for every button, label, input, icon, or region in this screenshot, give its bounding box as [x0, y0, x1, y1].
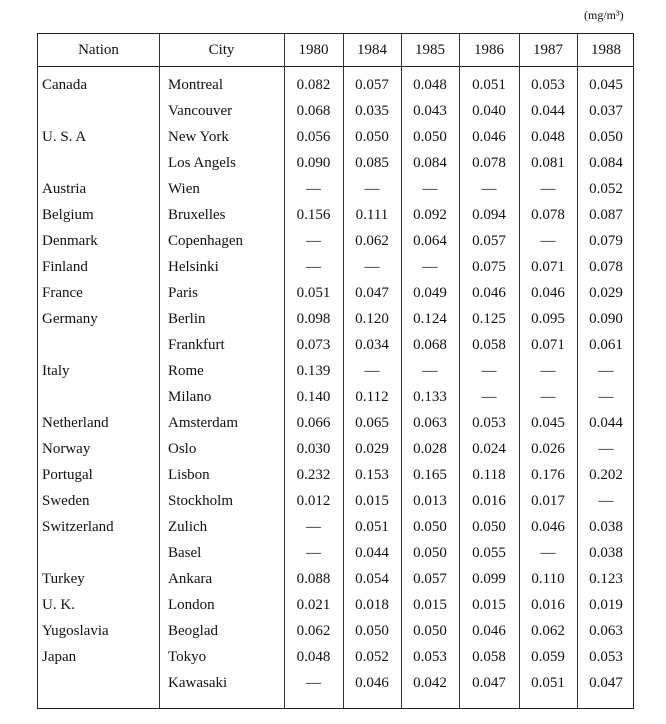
- value-cell: —: [422, 363, 438, 379]
- value-cell: 0.037: [589, 103, 623, 119]
- table-row: [38, 202, 635, 228]
- value-cell: 0.063: [413, 415, 447, 431]
- value-cell: 0.048: [531, 129, 565, 145]
- value-cell: 0.082: [296, 77, 331, 93]
- value-cell: 0.165: [413, 467, 447, 483]
- value-cell: 0.018: [355, 597, 389, 613]
- value-cell: 0.051: [472, 77, 506, 93]
- nation-cell: U. K.: [42, 597, 75, 613]
- value-cell: 0.087: [589, 207, 623, 223]
- value-cell: 0.202: [589, 467, 623, 483]
- value-cell: 0.051: [296, 285, 331, 301]
- value-cell: 0.055: [472, 545, 506, 561]
- city-cell: Bruxelles: [168, 207, 226, 223]
- value-cell: —: [422, 181, 438, 197]
- value-cell: 0.068: [296, 103, 331, 119]
- value-cell: 0.084: [413, 155, 447, 171]
- city-cell: Berlin: [168, 311, 206, 327]
- nation-cell: Canada: [42, 77, 87, 93]
- value-cell: 0.061: [589, 337, 623, 353]
- value-cell: 0.058: [472, 337, 506, 353]
- value-cell: 0.050: [589, 129, 623, 145]
- nation-cell: Germany: [42, 311, 98, 327]
- city-cell: Rome: [168, 363, 204, 379]
- value-cell: 0.021: [296, 597, 331, 613]
- value-cell: 0.047: [472, 675, 506, 691]
- value-cell: 0.052: [355, 649, 389, 665]
- value-cell: —: [364, 181, 380, 197]
- value-cell: 0.084: [589, 155, 623, 171]
- value-cell: —: [306, 181, 321, 197]
- value-cell: 0.044: [531, 103, 565, 119]
- header-1987: 1987: [533, 42, 563, 58]
- value-cell: 0.133: [413, 389, 447, 405]
- value-cell: 0.059: [531, 649, 565, 665]
- value-cell: 0.046: [531, 285, 565, 301]
- value-cell: 0.050: [413, 519, 447, 535]
- table-row: [38, 540, 635, 566]
- value-cell: 0.017: [531, 493, 565, 509]
- value-cell: —: [306, 545, 321, 561]
- value-cell: 0.090: [296, 155, 331, 171]
- value-cell: 0.066: [296, 415, 331, 431]
- value-cell: —: [540, 363, 556, 379]
- table-row: [38, 72, 635, 98]
- nation-cell: Switzerland: [42, 519, 114, 535]
- value-cell: 0.026: [531, 441, 565, 457]
- value-cell: —: [540, 233, 556, 249]
- value-cell: 0.045: [531, 415, 565, 431]
- value-cell: 0.028: [413, 441, 447, 457]
- value-cell: 0.030: [296, 441, 331, 457]
- value-cell: 0.042: [413, 675, 447, 691]
- city-cell: Ankara: [168, 571, 213, 587]
- city-cell: Basel: [168, 545, 202, 561]
- value-cell: 0.094: [472, 207, 506, 223]
- value-cell: 0.062: [296, 623, 331, 639]
- value-cell: 0.090: [589, 311, 623, 327]
- value-cell: —: [306, 519, 321, 535]
- value-cell: 0.047: [355, 285, 389, 301]
- value-cell: 0.047: [589, 675, 623, 691]
- nation-cell: Yugoslavia: [42, 623, 109, 639]
- header-1984: 1984: [357, 42, 387, 58]
- value-cell: 0.081: [531, 155, 565, 171]
- value-cell: 0.139: [296, 363, 331, 379]
- city-cell: New York: [168, 129, 229, 145]
- value-cell: 0.046: [531, 519, 565, 535]
- value-cell: —: [481, 389, 497, 405]
- city-cell: Wien: [168, 181, 200, 197]
- value-cell: 0.124: [413, 311, 447, 327]
- value-cell: 0.053: [531, 77, 565, 93]
- value-cell: 0.085: [355, 155, 389, 171]
- table-row: [38, 462, 635, 488]
- value-cell: 0.054: [355, 571, 389, 587]
- value-cell: 0.016: [472, 493, 506, 509]
- value-cell: 0.046: [355, 675, 389, 691]
- value-cell: 0.071: [531, 259, 565, 275]
- nation-cell: Austria: [42, 181, 87, 197]
- header-divider: [38, 66, 633, 67]
- table-row: [38, 410, 635, 436]
- value-cell: 0.063: [589, 623, 623, 639]
- value-cell: 0.052: [589, 181, 623, 197]
- value-cell: 0.068: [413, 337, 447, 353]
- city-cell: Los Angels: [168, 155, 236, 171]
- value-cell: 0.056: [296, 129, 331, 145]
- table-row: [38, 124, 635, 150]
- header-1988: 1988: [591, 42, 621, 58]
- value-cell: 0.153: [355, 467, 389, 483]
- value-cell: 0.051: [531, 675, 565, 691]
- nation-cell: Belgium: [42, 207, 94, 223]
- value-cell: 0.044: [589, 415, 623, 431]
- nation-cell: Finland: [42, 259, 88, 275]
- value-cell: —: [540, 181, 556, 197]
- value-cell: 0.038: [589, 519, 623, 535]
- table-row: [38, 176, 635, 202]
- table-row: [38, 488, 635, 514]
- value-cell: 0.015: [472, 597, 506, 613]
- value-cell: 0.034: [355, 337, 389, 353]
- value-cell: 0.029: [589, 285, 623, 301]
- city-cell: Copenhagen: [168, 233, 243, 249]
- value-cell: —: [306, 233, 321, 249]
- value-cell: 0.099: [472, 571, 506, 587]
- nation-cell: Turkey: [42, 571, 85, 587]
- city-cell: London: [168, 597, 215, 613]
- table-row: [38, 254, 635, 280]
- value-cell: 0.064: [413, 233, 447, 249]
- city-cell: Beoglad: [168, 623, 218, 639]
- value-cell: —: [598, 493, 614, 509]
- nation-cell: Norway: [42, 441, 91, 457]
- header-1980: 1980: [298, 42, 329, 58]
- value-cell: 0.062: [355, 233, 389, 249]
- nation-cell: France: [42, 285, 83, 301]
- table-row: [38, 644, 635, 670]
- value-cell: —: [422, 259, 438, 275]
- value-cell: 0.057: [355, 77, 389, 93]
- value-cell: 0.140: [296, 389, 331, 405]
- value-cell: —: [598, 363, 614, 379]
- value-cell: 0.156: [296, 207, 331, 223]
- value-cell: 0.050: [355, 129, 389, 145]
- nation-cell: U. S. A: [42, 129, 87, 145]
- city-cell: Lisbon: [168, 467, 210, 483]
- value-cell: 0.176: [531, 467, 565, 483]
- city-cell: Montreal: [168, 77, 223, 93]
- value-cell: 0.046: [472, 285, 506, 301]
- city-cell: Helsinki: [168, 259, 219, 275]
- value-cell: 0.038: [589, 545, 623, 561]
- value-cell: 0.016: [531, 597, 565, 613]
- nation-cell: Denmark: [42, 233, 98, 249]
- nation-cell: Sweden: [42, 493, 90, 509]
- table-row: [38, 150, 635, 176]
- value-cell: 0.012: [296, 493, 331, 509]
- value-cell: 0.111: [355, 207, 389, 223]
- header-nation: Nation: [78, 42, 119, 58]
- value-cell: 0.050: [413, 545, 447, 561]
- value-cell: 0.050: [472, 519, 506, 535]
- value-cell: 0.013: [413, 493, 447, 509]
- value-cell: 0.071: [531, 337, 565, 353]
- value-cell: 0.048: [413, 77, 447, 93]
- table-row: [38, 670, 635, 696]
- city-cell: Milano: [168, 389, 212, 405]
- value-cell: 0.065: [355, 415, 389, 431]
- value-cell: —: [598, 441, 614, 457]
- value-cell: 0.058: [472, 649, 506, 665]
- value-cell: 0.053: [472, 415, 506, 431]
- table-row: [38, 306, 635, 332]
- value-cell: 0.053: [413, 649, 447, 665]
- value-cell: 0.050: [413, 623, 447, 639]
- value-cell: 0.098: [296, 311, 331, 327]
- header-city: City: [208, 42, 235, 58]
- value-cell: 0.073: [296, 337, 331, 353]
- table-row: [38, 514, 635, 540]
- value-cell: 0.123: [589, 571, 623, 587]
- value-cell: 0.029: [355, 441, 389, 457]
- header-1985: 1985: [415, 42, 445, 58]
- value-cell: 0.075: [472, 259, 506, 275]
- value-cell: 0.045: [589, 77, 623, 93]
- table-row: [38, 228, 635, 254]
- city-cell: Zulich: [168, 519, 208, 535]
- nation-cell: Netherland: [42, 415, 109, 431]
- city-cell: Frankfurt: [168, 337, 225, 353]
- value-cell: 0.053: [589, 649, 623, 665]
- nation-cell: Portugal: [42, 467, 93, 483]
- value-cell: 0.120: [355, 311, 389, 327]
- value-cell: 0.112: [355, 389, 389, 405]
- table-row: [38, 592, 635, 618]
- value-cell: 0.015: [413, 597, 447, 613]
- data-table: [37, 33, 634, 709]
- unit-label: (mg/m³): [584, 8, 624, 22]
- table-row: [38, 566, 635, 592]
- table-row: [38, 332, 635, 358]
- value-cell: 0.078: [589, 259, 623, 275]
- value-cell: 0.062: [531, 623, 565, 639]
- value-cell: 0.015: [355, 493, 389, 509]
- value-cell: 0.051: [355, 519, 389, 535]
- nation-cell: Japan: [42, 649, 77, 665]
- value-cell: 0.035: [355, 103, 389, 119]
- city-cell: Vancouver: [168, 103, 233, 119]
- table-row: [38, 358, 635, 384]
- value-cell: 0.046: [472, 129, 506, 145]
- value-cell: —: [598, 389, 614, 405]
- city-cell: Oslo: [168, 441, 197, 457]
- value-cell: —: [540, 545, 556, 561]
- value-cell: —: [364, 363, 380, 379]
- value-cell: 0.118: [472, 467, 506, 483]
- table-row: [38, 98, 635, 124]
- table-row: [38, 436, 635, 462]
- value-cell: —: [306, 259, 321, 275]
- value-cell: 0.019: [589, 597, 623, 613]
- value-cell: 0.050: [355, 623, 389, 639]
- city-cell: Paris: [168, 285, 198, 301]
- city-cell: Stockholm: [168, 493, 234, 509]
- value-cell: 0.049: [413, 285, 447, 301]
- value-cell: 0.078: [531, 207, 565, 223]
- value-cell: 0.044: [355, 545, 389, 561]
- value-cell: —: [364, 259, 380, 275]
- value-cell: 0.057: [413, 571, 447, 587]
- value-cell: 0.088: [296, 571, 331, 587]
- city-cell: Kawasaki: [168, 675, 228, 691]
- value-cell: —: [481, 363, 497, 379]
- header-1986: 1986: [474, 42, 504, 58]
- value-cell: 0.048: [296, 649, 331, 665]
- value-cell: 0.024: [472, 441, 506, 457]
- value-cell: —: [481, 181, 497, 197]
- value-cell: 0.079: [589, 233, 623, 249]
- value-cell: 0.057: [472, 233, 506, 249]
- table-row: [38, 618, 635, 644]
- table-row: [38, 280, 635, 306]
- value-cell: 0.110: [531, 571, 565, 587]
- value-cell: 0.125: [472, 311, 506, 327]
- value-cell: —: [540, 389, 556, 405]
- city-cell: Amsterdam: [168, 415, 238, 431]
- value-cell: 0.040: [472, 103, 506, 119]
- value-cell: 0.078: [472, 155, 506, 171]
- city-cell: Tokyo: [168, 649, 207, 665]
- value-cell: 0.232: [296, 467, 331, 483]
- value-cell: —: [306, 675, 321, 691]
- value-cell: 0.046: [472, 623, 506, 639]
- value-cell: 0.050: [413, 129, 447, 145]
- table-row: [38, 384, 635, 410]
- nation-cell: Italy: [42, 363, 70, 379]
- value-cell: 0.092: [413, 207, 447, 223]
- value-cell: 0.043: [413, 103, 447, 119]
- value-cell: 0.095: [531, 311, 565, 327]
